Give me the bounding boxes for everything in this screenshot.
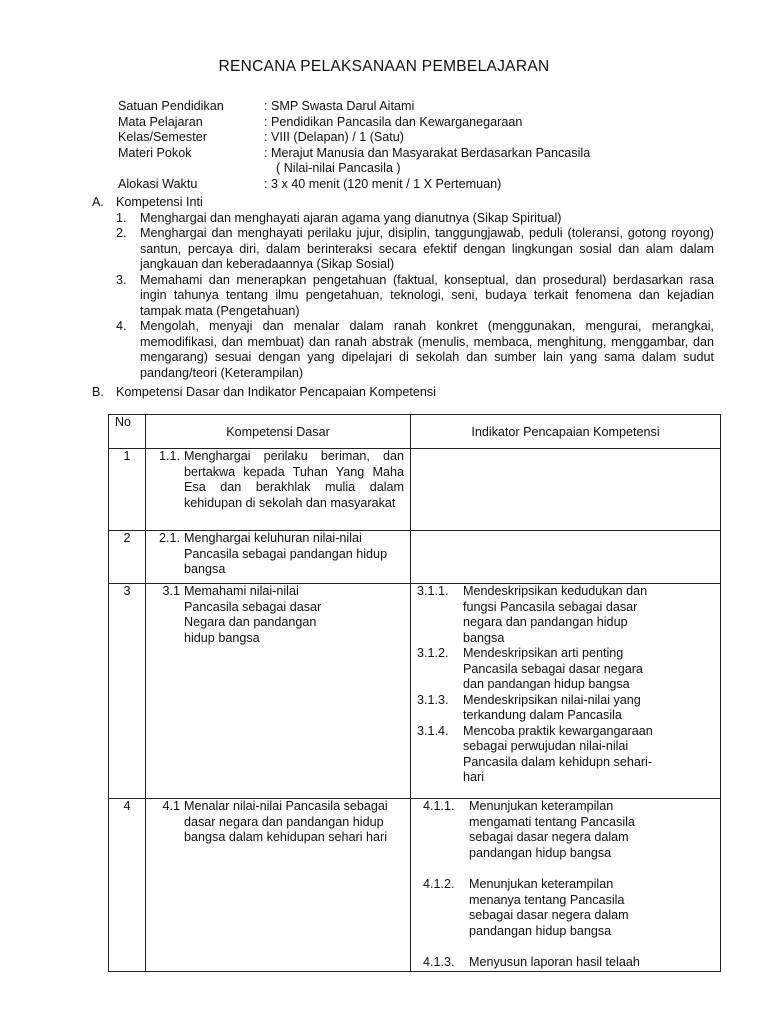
basic-competence-cell	[146, 449, 411, 531]
basic-competence-text: Memahami nilai-nilai Pancasila sebagai dasar Negara dan pandangan hidup bangsa	[184, 584, 322, 645]
indicator-number: 3.1.3.	[417, 692, 449, 707]
indicator-number: 4.1.3.	[423, 955, 455, 969]
identity-row-class	[118, 130, 718, 146]
table-header-row	[109, 415, 721, 449]
basic-competence-entry	[146, 584, 404, 646]
header-basic-competence: Kompetensi Dasar	[146, 415, 411, 449]
basic-competence-number: 2.1.	[158, 531, 180, 545]
identity-value: : Merajut Manusia dan Masyarakat Berdasarkan Pancasila	[264, 145, 591, 160]
indicator-text: Mendeskripsikan kedudukan dan fungsi Pancasila sebagai dasar negara dan pandangan hidup bangsa	[463, 584, 648, 645]
list-item	[92, 226, 714, 273]
spacer	[423, 939, 714, 955]
list-item-number: 4.	[116, 319, 127, 333]
indicator-number: 3.1.4.	[417, 723, 449, 738]
section-core-competence	[92, 195, 714, 381]
identity-row-subject	[118, 115, 718, 131]
row-number: 2	[109, 531, 146, 584]
indicator-text: Mendeskripsikan arti penting Pancasila sebagai dasar negara dan pandangan hidup bangsa	[463, 646, 643, 691]
section-letter: A.	[92, 195, 104, 209]
section-title: Kompetensi Inti	[116, 195, 203, 209]
table-row	[109, 531, 721, 584]
indicator-item	[417, 584, 714, 646]
list-item-text: Memahami dan menerapkan pengetahuan (faktual, konseptual, dan prosedural) berdasarkan rasa ingin tahunya tentang ilmu pengetahuan, teknologi, seni, budaya terkait fenomena dan kejadian tampak mata (Pengetahuan)	[140, 272, 714, 318]
indicator-text: Menunjukan keterampilan menanya tentang Pancasila sebagai dasar negera dalam pandangan hidup bangsa	[469, 877, 629, 938]
identity-row-school	[118, 99, 718, 115]
spacer	[423, 861, 714, 877]
basic-competence-entry	[146, 531, 404, 578]
identity-topic-continuation: ( Nilai-nilai Pancasila )	[276, 161, 401, 175]
indicator-text: Menyusun laporan hasil telaah	[469, 955, 640, 969]
basic-competence-number: 1.1.	[158, 449, 180, 463]
basic-competence-cell	[146, 799, 411, 972]
identity-label: Satuan Pendidikan	[118, 99, 224, 113]
list-item-number: 3.	[116, 272, 127, 287]
identity-label: Mata Pelajaran	[118, 114, 203, 129]
identity-label: Alokasi Waktu	[118, 176, 198, 191]
indicator-item	[417, 646, 714, 693]
indicator-number: 4.1.2.	[423, 877, 455, 891]
identity-row-time	[118, 177, 718, 193]
list-item-text: Menghargai dan menghayati perilaku jujur, disiplin, tanggungjawab, peduli (toleransi, gotong royong) santun, percaya diri, dalam berinteraksi secara efektif dengan lingkungan sosial dan alam dalam jangkauan dan keberadaannya (Sikap Sosial)	[140, 226, 714, 271]
list-item-text: Mengolah, menyaji dan menalar dalam ranah konkret (menggunakan, mengurai, merangkai, memodifikasi, dan membuat) dan ranah abstrak (menulis, membaca, menghitung, menggambar, dan mengarang) sesuai dengan yang dipelajari di sekolah dan sumber lain yang sama dalam sudut pandang/teori (Keterampilan)	[140, 319, 714, 380]
list-item-text: Menghargai dan menghayati ajaran agama yang dianutnya (Sikap Spiritual)	[140, 210, 562, 225]
document-title: RENCANA PELAKSANAAN PEMBELAJARAN	[218, 58, 550, 75]
indicator-cell	[411, 799, 721, 972]
basic-competence-number: 3.1	[162, 584, 180, 598]
indicator-item	[417, 693, 714, 724]
indicator-cell-empty	[411, 449, 721, 531]
indicator-item	[417, 724, 714, 786]
header-indicator: Indikator Pencapaian Kompetensi	[411, 415, 721, 449]
identity-value: : VIII (Delapan) / 1 (Satu)	[264, 130, 404, 144]
indicator-text: Mencoba praktik kewargangaraan sebagai perwujudan nilai-nilai Pancasila dalam kehidupn sehari-hari	[463, 723, 653, 784]
table-row	[109, 799, 721, 972]
indicator-text: Mendeskripsikan nilai-nilai yang terkandung dalam Pancasila	[463, 692, 641, 722]
indicator-cell-empty	[411, 531, 721, 584]
basic-competence-cell	[146, 584, 411, 799]
indicator-text: Menunjukan keterampilan mengamati tentang Pancasila sebagai dasar negera dalam pandangan hidup bangsa	[469, 799, 635, 860]
list-item-number: 2.	[116, 226, 127, 240]
header-no	[109, 415, 146, 449]
list-item	[92, 319, 714, 381]
table-row	[109, 584, 721, 799]
basic-competence-cell	[146, 531, 411, 584]
basic-competence-entry	[146, 449, 404, 511]
row-number: 4	[109, 799, 146, 972]
list-item-number: 1.	[116, 210, 127, 225]
identity-label: Kelas/Semester	[118, 130, 207, 144]
indicator-cell	[411, 584, 721, 799]
identity-row-topic	[118, 146, 718, 162]
identity-value: : 3 x 40 menit (120 menit / 1 X Pertemuan)	[264, 176, 502, 191]
section-title: Kompetensi Dasar dan Indikator Pencapaian Kompetensi	[116, 385, 436, 399]
list-item	[92, 273, 714, 320]
list-item	[92, 211, 714, 227]
basic-competence-number: 4.1	[162, 799, 180, 813]
indicator-item	[423, 955, 714, 971]
section-heading	[92, 385, 714, 401]
core-competence-list	[92, 211, 714, 382]
section-basic-competence	[92, 385, 714, 401]
header-no-text: No	[114, 415, 132, 429]
row-number: 1	[109, 449, 146, 531]
basic-competence-entry	[146, 799, 404, 846]
indicator-item	[423, 877, 714, 939]
table-row	[109, 449, 721, 531]
indicator-number: 3.1.2.	[417, 646, 449, 660]
identity-block	[118, 99, 718, 192]
identity-label: Materi Pokok	[118, 145, 192, 160]
basic-competence-text: Menghargai keluhuran nilai-nilai Pancasila sebagai pandangan hidup bangsa	[184, 531, 388, 576]
competence-table	[108, 414, 721, 972]
indicator-item	[423, 799, 714, 861]
basic-competence-text: Menghargai perilaku beriman, dan bertakwa kepada Tuhan Yang Maha Esa dan berakhlak mulia dalam kehidupan di sekolah dan masyarakat	[184, 449, 404, 510]
indicator-number: 4.1.1.	[423, 799, 455, 813]
identity-value: : Pendidikan Pancasila dan Kewarganegaraan	[264, 114, 523, 129]
indicator-number: 3.1.1.	[417, 584, 449, 598]
section-letter: B.	[92, 385, 104, 399]
basic-competence-text: Menalar nilai-nilai Pancasila sebagai dasar negara dan pandangan hidup bangsa dalam kehidupan sehari hari	[184, 799, 398, 844]
section-heading	[92, 195, 714, 211]
row-number: 3	[109, 584, 146, 799]
identity-value: : SMP Swasta Darul Aitami	[264, 99, 415, 113]
